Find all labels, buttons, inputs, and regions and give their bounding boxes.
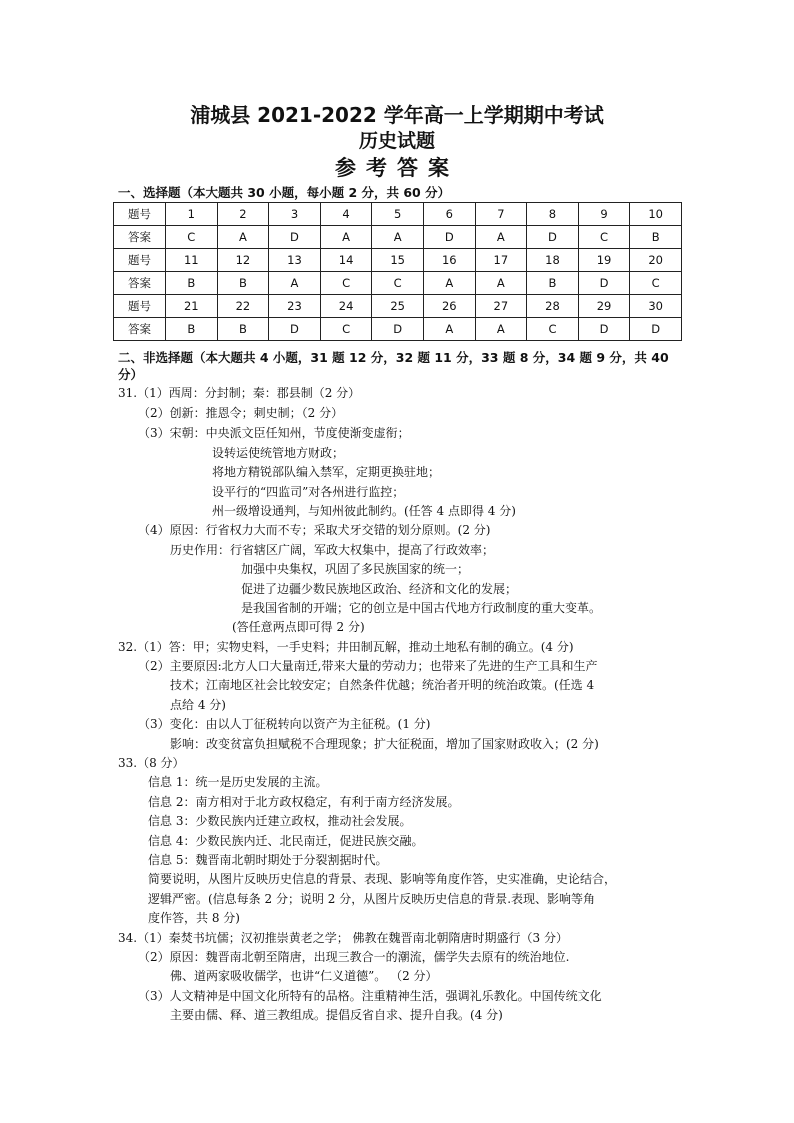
answer-cell: B	[630, 226, 682, 249]
answer-line: 34.（1）秦焚书坑儒；汉初推崇黄老之学； 佛教在魏晋南北朝隋唐时期盛行（3 分）	[118, 931, 568, 945]
title-line-1: 浦城县 2021-2022 学年高一上学期期中考试	[190, 103, 604, 127]
number-cell: 1	[166, 203, 218, 226]
number-row-label: 题号	[114, 295, 166, 318]
answer-row	[114, 226, 682, 249]
answer-line: （2）原因：魏晋南北朝至隋唐，出现三教合一的潮流，儒学失去原有的统治地位.	[138, 950, 570, 964]
answer-line: （3）人文精神是中国文化所特有的品格。注重精神生活，强调礼乐教化。中国传统文化	[138, 989, 602, 1003]
answer-cell: A	[475, 318, 527, 341]
answer-cell: C	[166, 226, 218, 249]
answer-cell: A	[217, 226, 269, 249]
answer-line: 是我国省制的开端；它的创立是中国古代地方行政制度的重大变革。	[241, 601, 602, 615]
answer-cell: D	[372, 318, 424, 341]
answer-cell: A	[269, 272, 321, 295]
answer-line: 技术；江南地区社会比较安定；自然条件优越；统治者开明的统治政策。(任选 4	[170, 678, 595, 692]
answer-line: （3）变化：由以人丁征税转向以资产为主征税。(1 分)	[138, 717, 431, 731]
number-cell: 5	[372, 203, 424, 226]
number-cell: 26	[423, 295, 475, 318]
number-cell: 22	[217, 295, 269, 318]
number-row	[114, 249, 682, 272]
answer-cell: D	[423, 226, 475, 249]
number-cell: 23	[269, 295, 321, 318]
answer-line: 信息 2：南方相对于北方政权稳定，有利于南方经济发展。	[148, 795, 460, 809]
answer-row	[114, 318, 682, 341]
number-cell: 24	[320, 295, 372, 318]
answer-cell: C	[320, 272, 372, 295]
answer-line: 信息 1：统一是历史发展的主流。	[148, 775, 328, 789]
number-cell: 27	[475, 295, 527, 318]
answer-cell: B	[217, 272, 269, 295]
number-cell: 7	[475, 203, 527, 226]
answer-line: 促进了边疆少数民族地区政治、经济和文化的发展；	[241, 582, 518, 596]
section-2-heading: 二、非选择题（本大题共 4 小题，31 题 12 分，32 题 11 分，33 题 8 分，34 题 9 分，共 40 分）	[118, 350, 669, 382]
answer-cell: A	[475, 272, 527, 295]
answer-line: 逻辑严密。(信息每条 2 分；说明 2 分，从图片反映历史信息的背景.表现、影响等角	[148, 892, 596, 906]
number-cell: 3	[269, 203, 321, 226]
answer-line: （3）宋朝：中央派文臣任知州，节度使渐变虚衔；	[138, 426, 410, 440]
answer-cell: D	[578, 318, 630, 341]
answer-line: 影响：改变贫富负担赋税不合理现象；扩大征税面，增加了国家财政收入；(2 分)	[170, 737, 599, 751]
answer-line: 33.（8 分）	[118, 756, 185, 770]
answer-cell: C	[630, 272, 682, 295]
answer-line: （2）创新：推恩令；刺史制；（2 分）	[138, 406, 344, 420]
number-row-label: 题号	[114, 249, 166, 272]
number-cell: 20	[630, 249, 682, 272]
answer-line: 简要说明，从图片反映历史信息的背景、表现、影响等角度作答，史实准确，史论结合，	[148, 872, 617, 886]
number-cell: 17	[475, 249, 527, 272]
answer-row	[114, 272, 682, 295]
number-cell: 13	[269, 249, 321, 272]
answer-cell: A	[423, 318, 475, 341]
answer-cell: C	[578, 226, 630, 249]
answer-row-label: 答案	[114, 318, 166, 341]
answer-line: 将地方精锐部队编入禁军，定期更换驻地；	[212, 465, 441, 479]
answer-cell: D	[578, 272, 630, 295]
answer-cell: D	[630, 318, 682, 341]
answer-cell: B	[166, 272, 218, 295]
number-cell: 6	[423, 203, 475, 226]
answer-line: 加强中央集权，巩固了多民族国家的统一；	[241, 562, 470, 576]
answer-line: 设平行的“四监司”对各州进行监控；	[212, 485, 405, 499]
answer-cell: C	[527, 318, 579, 341]
answer-cell: A	[423, 272, 475, 295]
answer-line: （4）原因：行省权力大而不专；采取犬牙交错的划分原则。(2 分)	[138, 523, 491, 537]
number-cell: 2	[217, 203, 269, 226]
title-line-3: 参考答案	[335, 156, 459, 180]
answer-cell: B	[527, 272, 579, 295]
answer-cell: D	[269, 318, 321, 341]
answer-line: 历史作用：行省辖区广阔，军政大权集中，提高了行政效率；	[170, 543, 495, 557]
answer-line: 设转运使统管地方财政；	[212, 446, 345, 460]
answer-line: 点给 4 分)	[170, 698, 226, 712]
answer-line: 佛、道两家吸收儒学，也讲“仁义道德”。 （2 分）	[170, 969, 438, 983]
section-1-heading: 一、选择题（本大题共 30 小题，每小题 2 分，共 60 分）	[118, 185, 451, 200]
answer-cell: A	[475, 226, 527, 249]
answer-cell: B	[166, 318, 218, 341]
number-cell: 25	[372, 295, 424, 318]
number-cell: 21	[166, 295, 218, 318]
number-cell: 18	[527, 249, 579, 272]
answer-cell: C	[372, 272, 424, 295]
answer-cell: A	[372, 226, 424, 249]
number-row	[114, 203, 682, 226]
answer-cell: A	[320, 226, 372, 249]
answer-line: 信息 4：少数民族内迁、北民南迁，促进民族交融。	[148, 834, 424, 848]
number-cell: 4	[320, 203, 372, 226]
number-cell: 19	[578, 249, 630, 272]
number-cell: 8	[527, 203, 579, 226]
number-cell: 28	[527, 295, 579, 318]
title-line-2: 历史试题	[358, 130, 435, 152]
answer-cell: B	[217, 318, 269, 341]
number-cell: 10	[630, 203, 682, 226]
answer-line: (答任意两点即可得 2 分)	[232, 620, 365, 634]
answer-cell: D	[527, 226, 579, 249]
number-cell: 14	[320, 249, 372, 272]
answer-row-label: 答案	[114, 272, 166, 295]
number-cell: 30	[630, 295, 682, 318]
answer-line: 主要由儒、释、道三教组成。提倡反省自求、提升自我。(4 分)	[170, 1008, 503, 1022]
number-row	[114, 295, 682, 318]
answer-row-label: 答案	[114, 226, 166, 249]
answer-cell: D	[269, 226, 321, 249]
answer-cell: C	[320, 318, 372, 341]
number-cell: 29	[578, 295, 630, 318]
answer-line: 32.（1）答：甲；实物史料，一手史料；井田制瓦解，推动土地私有制的确立。(4 分)	[118, 640, 574, 654]
answer-line: 信息 3：少数民族内迁建立政权，推动社会发展。	[148, 814, 412, 828]
number-cell: 9	[578, 203, 630, 226]
answer-line: 度作答，共 8 分)	[148, 911, 240, 925]
number-cell: 11	[166, 249, 218, 272]
answer-line: （2）主要原因:北方人口大量南迁,带来大量的劳动力；也带来了先进的生产工具和生产	[138, 659, 598, 673]
number-cell: 16	[423, 249, 475, 272]
number-cell: 12	[217, 249, 269, 272]
answer-table	[113, 202, 682, 341]
answer-line: 31.（1）西周：分封制；秦：郡县制（2 分）	[118, 386, 361, 400]
number-row-label: 题号	[114, 203, 166, 226]
answer-line: 州一级增设通判，与知州彼此制约。(任答 4 点即得 4 分)	[212, 504, 516, 518]
number-cell: 15	[372, 249, 424, 272]
answer-line: 信息 5：魏晋南北朝时期处于分裂割据时代。	[148, 853, 388, 867]
